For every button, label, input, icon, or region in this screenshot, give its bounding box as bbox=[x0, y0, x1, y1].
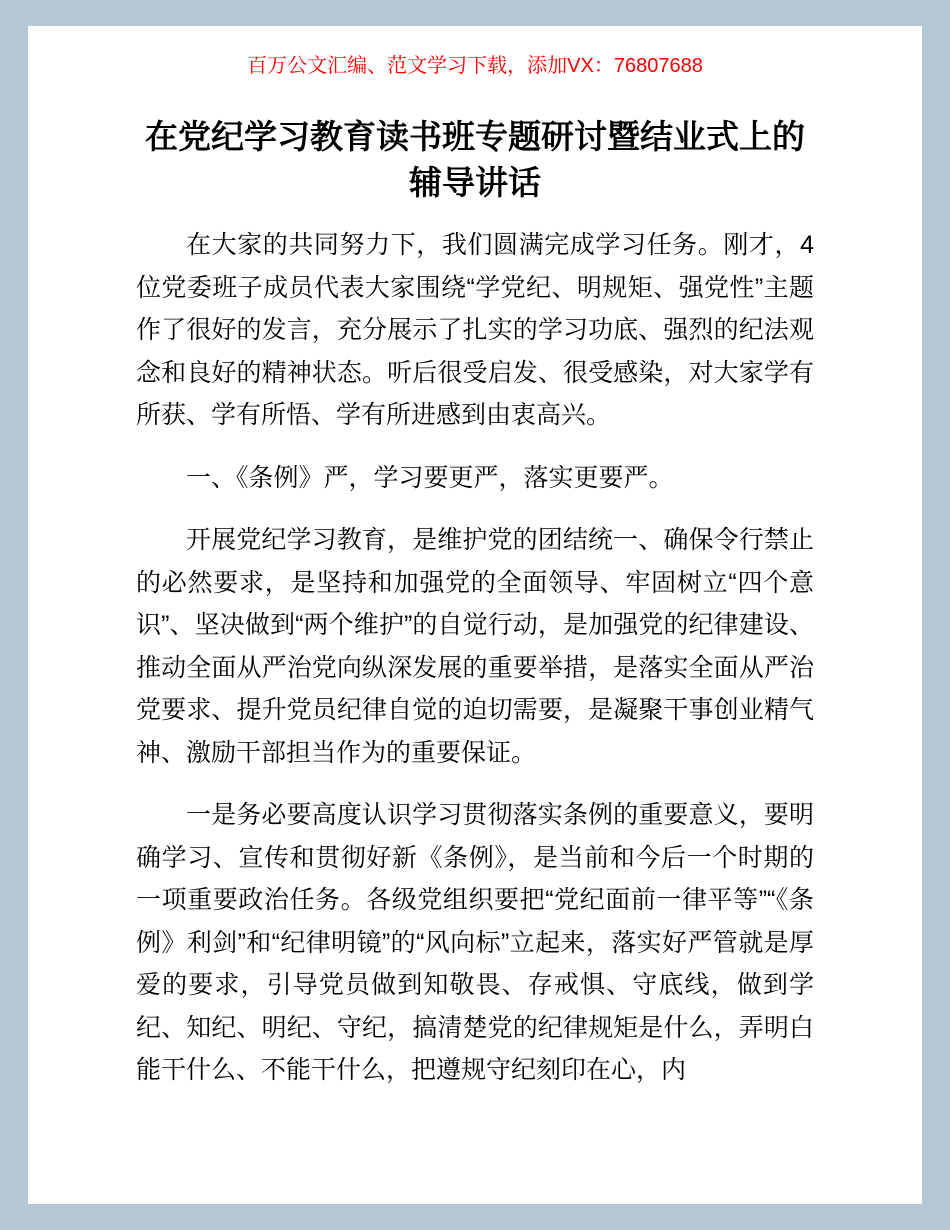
document-page bbox=[28, 26, 922, 1204]
promo-notice: 百万公文汇编、范文学习下载，添加VX：76807688 bbox=[247, 55, 703, 77]
document-title: 在党纪学习教育读书班专题研讨暨结业式上的辅导讲话 bbox=[145, 118, 805, 202]
paragraph: 开展党纪学习教育，是维护党的团结统一、确保令行禁止的必然要求，是坚持和加强党的全面领导、牢固树立“四个意识”、坚决做到“两个维护”的自觉行动，是加强党的纪律建设、推动全面从严治党向纵深发展的重要举措，是落实全面从严治党要求、提升党员纪律自觉的迫切需要，是凝聚干事创业精气神、激励干部担当作为的重要保证。 bbox=[136, 526, 814, 767]
paragraph: 一、《条例》严，学习要更严，落实更要严。 bbox=[186, 463, 674, 492]
paragraph: 在大家的共同努力下，我们圆满完成学习任务。刚才，4位党委班子成员代表大家围绕“学党纪、明规矩、强党性”主题作了很好的发言，充分展示了扎实的学习功底、强烈的纪法观念和良好的精神状态。听后很受启发、很受感染，对大家学有所获、学有所悟、学有所进感到由衷高兴。 bbox=[136, 231, 814, 430]
paragraph: 一是务必要高度认识学习贯彻落实条例的重要意义，要明确学习、宣传和贯彻好新《条例》，是当前和今后一个时期的一项重要政治任务。各级党组织要把“党纪面前一律平等”“《条例》利剑”和“纪律明镜”的“风向标”立起来，落实好严管就是厚爱的要求，引导党员做到知敬畏、存戒惧、守底线，做到学纪、知纪、明纪、守纪，搞清楚党的纪律规矩是什么，弄明白能干什么、不能干什么，把遵规守纪刻印在心，内 bbox=[136, 801, 814, 1085]
document-body bbox=[136, 224, 814, 1092]
